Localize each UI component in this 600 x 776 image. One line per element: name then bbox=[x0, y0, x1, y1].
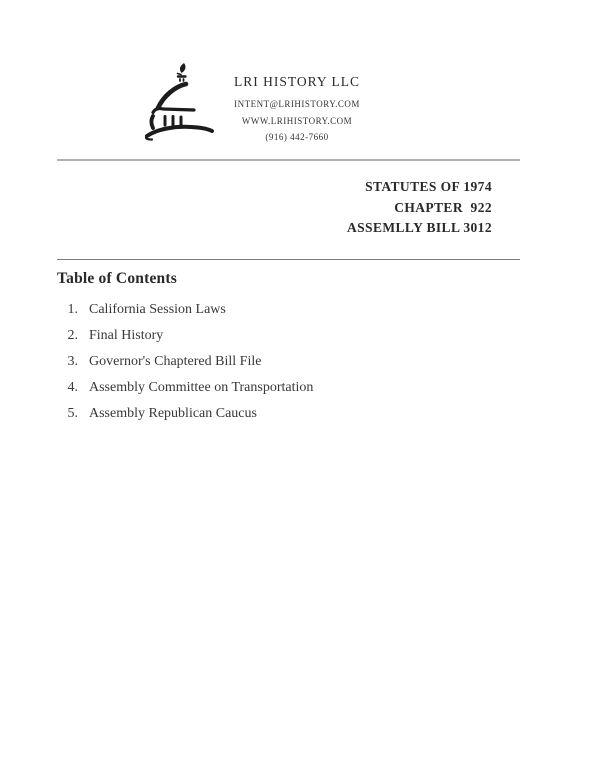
horizontal-rule-bottom bbox=[57, 259, 520, 260]
email-text: INTENT@LRIHISTORY.COM bbox=[234, 99, 360, 109]
toc-item-number: 5. bbox=[67, 406, 78, 421]
case-reference-block bbox=[347, 177, 492, 239]
statutes-line: STATUTES OF 1974 bbox=[365, 179, 492, 194]
toc-item-number: 4. bbox=[67, 380, 78, 395]
toc-item bbox=[57, 401, 457, 427]
toc-item-label: Assembly Republican Caucus bbox=[89, 406, 257, 421]
toc-item-label: Governor's Chaptered Bill File bbox=[89, 354, 262, 369]
toc-item bbox=[57, 297, 457, 323]
toc-item bbox=[57, 323, 457, 349]
toc-item-label: California Session Laws bbox=[89, 302, 226, 317]
toc-list bbox=[57, 297, 457, 427]
horizontal-rule-top bbox=[57, 159, 520, 161]
toc-title: Table of Contents bbox=[57, 270, 177, 287]
toc-item bbox=[57, 375, 457, 401]
phone-text: (916) 442-7660 bbox=[265, 132, 329, 142]
toc-item-number: 3. bbox=[67, 354, 78, 369]
bill-line: ASSEMLLY BILL 3012 bbox=[346, 220, 492, 235]
toc-item-number: 1. bbox=[67, 302, 78, 317]
chapter-line: CHAPTER 922 bbox=[394, 199, 492, 215]
website-text: WWW.LRIHISTORY.COM bbox=[241, 115, 353, 126]
toc-item-label: Final History bbox=[89, 328, 164, 343]
toc-item-number: 2. bbox=[67, 328, 78, 343]
toc-item bbox=[57, 349, 457, 375]
letterhead bbox=[147, 74, 447, 146]
toc-item-label: Assembly Committee on Transportation bbox=[89, 380, 314, 395]
company-name: LRI HISTORY LLC bbox=[233, 74, 360, 89]
